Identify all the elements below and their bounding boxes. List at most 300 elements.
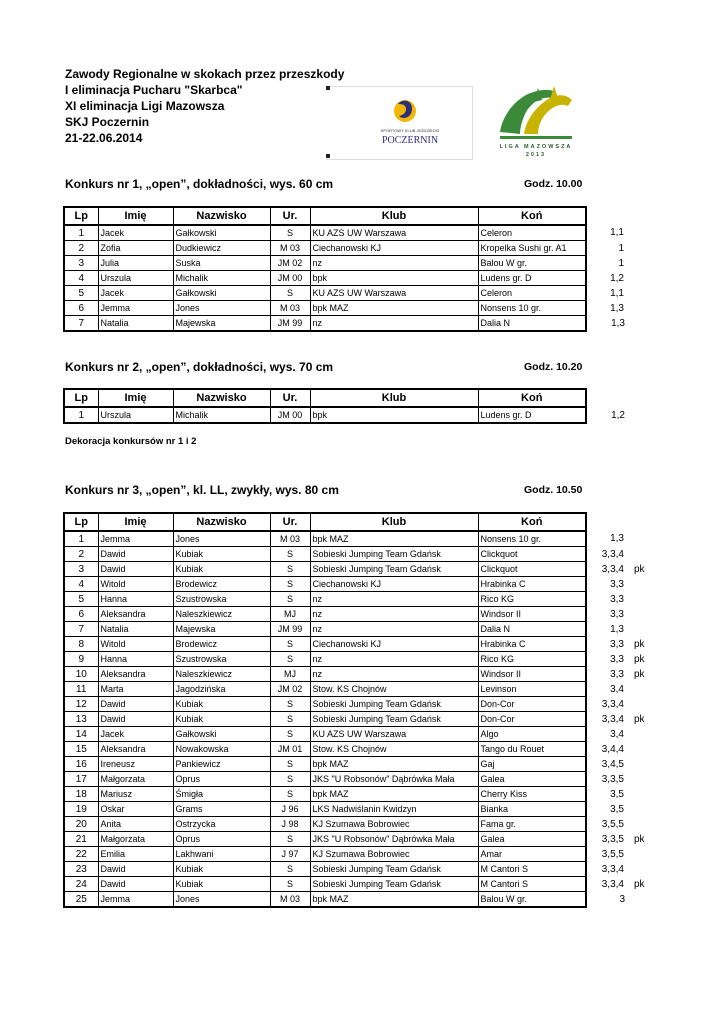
cell-kon: Nonsens 10 gr.: [478, 301, 586, 316]
cell-imie: Dawid: [98, 562, 173, 577]
cell-lp: 5: [64, 286, 98, 301]
cell-imie: Urszula: [98, 407, 173, 423]
cell-imie: Jacek: [98, 727, 173, 742]
cell-imie: Aleksandra: [98, 667, 173, 682]
cell-ur: JM 02: [270, 682, 310, 697]
table-row: [64, 802, 652, 817]
competition-3-time: Godz. 10.50: [524, 484, 583, 496]
cell-lp: 1: [64, 225, 98, 241]
cell-kon: Clickquot: [478, 562, 586, 577]
cell-pts: 3,4,4: [601, 743, 624, 755]
table-header-row: [64, 389, 652, 407]
cell-pk: [626, 772, 652, 787]
competition-2-table: [63, 388, 653, 424]
cell-ur: JM 02: [270, 256, 310, 271]
cell-klub: Sobieski Jumping Team Gdańsk: [310, 712, 478, 727]
cell-imie: Dawid: [98, 877, 173, 892]
cell-nazwisko: Nowakowska: [173, 742, 270, 757]
cell-klub: Sobieski Jumping Team Gdańsk: [310, 547, 478, 562]
cell-klub: nz: [310, 622, 478, 637]
cell-lp: 2: [64, 547, 98, 562]
cell-imie: Dawid: [98, 697, 173, 712]
cell-pk: [626, 407, 652, 423]
cell-lp: 20: [64, 817, 98, 832]
table-header-row: [64, 513, 652, 531]
cell-imie: Małgorzata: [98, 772, 173, 787]
cell-kon: Hrabinka C: [478, 637, 586, 652]
table-row: [64, 667, 652, 682]
cell-imie: Anita: [98, 817, 173, 832]
cell-pts: 3,5: [610, 788, 624, 800]
cell-pk: [626, 592, 652, 607]
column-header-kon: Koń: [478, 207, 586, 225]
cell-pk: [626, 622, 652, 637]
table-row: [64, 577, 652, 592]
cell-imie: Oskar: [98, 802, 173, 817]
cell-ur: S: [270, 877, 310, 892]
column-header-nazwisko: Nazwisko: [173, 389, 270, 407]
table-row: [64, 652, 652, 667]
cell-klub: nz: [310, 316, 478, 332]
liga-logo-year: 2013: [525, 152, 547, 158]
cell-kon: Fama gr.: [478, 817, 586, 832]
cell-imie: Dawid: [98, 712, 173, 727]
cell-klub: JKS "U Robsonów" Dąbrówka Mała: [310, 832, 478, 847]
cell-ur: MJ: [270, 667, 310, 682]
cell-ur: S: [270, 577, 310, 592]
cell-pk: [626, 531, 652, 547]
cell-ur: S: [270, 652, 310, 667]
table-row: [64, 316, 652, 332]
cell-lp: 4: [64, 271, 98, 286]
cell-pk: [626, 271, 652, 286]
cell-lp: 4: [64, 577, 98, 592]
cell-kon: Cherry Kiss: [478, 787, 586, 802]
cell-lp: 23: [64, 862, 98, 877]
cell-pts: 3,5,5: [601, 848, 624, 860]
cell-imie: Witold: [98, 637, 173, 652]
cell-nazwisko: Gałkowski: [173, 286, 270, 301]
event-title: Zawody Regionalne w skokach przez przeszkody: [65, 67, 345, 81]
cell-klub: JKS "U Robsonów" Dąbrówka Mała: [310, 772, 478, 787]
cell-lp: 3: [64, 562, 98, 577]
cell-nazwisko: Brodewicz: [173, 637, 270, 652]
cell-imie: Jacek: [98, 286, 173, 301]
competition-2-time: Godz. 10.20: [524, 361, 583, 373]
cell-nazwisko: Jagodzińska: [173, 682, 270, 697]
cell-pts: 1,2: [610, 272, 624, 284]
cell-klub: Sobieski Jumping Team Gdańsk: [310, 562, 478, 577]
cell-ur: JM 00: [270, 407, 310, 423]
competition-2-title: Konkurs nr 2, „open”, dokładności, wys. 70 cm: [65, 360, 334, 374]
cell-lp: 14: [64, 727, 98, 742]
cell-klub: Sobieski Jumping Team Gdańsk: [310, 862, 478, 877]
cell-lp: 18: [64, 787, 98, 802]
cell-nazwisko: Oprus: [173, 832, 270, 847]
cell-imie: Witold: [98, 577, 173, 592]
table-row: [64, 271, 652, 286]
cell-pk: [626, 757, 652, 772]
cell-lp: 15: [64, 742, 98, 757]
cell-ur: J 97: [270, 847, 310, 862]
cell-klub: KJ Szumawa Bobrowiec: [310, 817, 478, 832]
cell-nazwisko: Kubiak: [173, 697, 270, 712]
cell-klub: Ciechanowski KJ: [310, 637, 478, 652]
cell-kon: Rico KG: [478, 592, 586, 607]
column-header-nazwisko: Nazwisko: [173, 207, 270, 225]
column-header-klub: Klub: [310, 207, 478, 225]
cell-klub: Ciechanowski KJ: [310, 577, 478, 592]
table-row: [64, 286, 652, 301]
cell-kon: M Cantori S: [478, 877, 586, 892]
cell-lp: 22: [64, 847, 98, 862]
cell-pts: 3,3,4: [601, 713, 624, 725]
corner-mark: [326, 86, 330, 90]
cell-kon: M Cantori S: [478, 862, 586, 877]
cell-ur: S: [270, 832, 310, 847]
cell-pts: 1,3: [610, 302, 624, 314]
cell-pts: 1,3: [611, 317, 625, 329]
event-date: 21-22.06.2014: [65, 131, 143, 145]
cell-ur: S: [270, 727, 310, 742]
cell-nazwisko: Jones: [173, 301, 270, 316]
table-row: [64, 225, 652, 241]
cell-pk: [626, 241, 652, 256]
cell-pts: 3,3,5: [601, 833, 624, 845]
cell-imie: Dawid: [98, 547, 173, 562]
cell-pts: 3,3,4: [601, 698, 624, 710]
cell-pk: [626, 256, 652, 271]
column-header-ur: Ur.: [270, 513, 310, 531]
cell-nazwisko: Szustrowska: [173, 652, 270, 667]
cell-pts: 3,3: [610, 653, 624, 665]
cell-ur: S: [270, 286, 310, 301]
cell-lp: 7: [64, 622, 98, 637]
cell-kon: Don-Cor: [478, 697, 586, 712]
cell-ur: S: [270, 697, 310, 712]
column-header-imie: Imię: [98, 513, 173, 531]
cell-pts: 1,2: [611, 409, 625, 421]
cell-ur: S: [270, 712, 310, 727]
decoration-note: Dekoracja konkursów nr 1 i 2: [65, 436, 197, 447]
cell-pk: [626, 547, 652, 562]
cell-imie: Ireneusz: [98, 757, 173, 772]
cell-klub: bpk MAZ: [310, 892, 478, 908]
cell-pts: 1,3: [610, 623, 624, 635]
liga-mazowsza-logo: [494, 82, 576, 160]
table-row: [64, 742, 652, 757]
cell-nazwisko: Michalik: [173, 271, 270, 286]
cell-nazwisko: Grams: [173, 802, 270, 817]
table-row: [64, 787, 652, 802]
cell-imie: Natalia: [98, 622, 173, 637]
cell-klub: KU AZS UW Warszawa: [310, 727, 478, 742]
cell-ur: J 96: [270, 802, 310, 817]
cell-kon: Algo: [478, 727, 586, 742]
cell-nazwisko: Pankiewicz: [173, 757, 270, 772]
cell-pk: [626, 727, 652, 742]
cell-lp: 1: [64, 531, 98, 547]
cell-ur: S: [270, 787, 310, 802]
table-row: [64, 531, 652, 547]
column-header-klub: Klub: [310, 513, 478, 531]
cell-lp: 6: [64, 301, 98, 316]
cell-nazwisko: Jones: [173, 531, 270, 547]
cell-lp: 12: [64, 697, 98, 712]
poczernin-logo-small-text: SPORTOWY KLUB JEŹDZIECKI: [380, 128, 440, 133]
cell-pk: [626, 286, 652, 301]
cell-kon: Clickquot: [478, 547, 586, 562]
cell-imie: Urszula: [98, 271, 173, 286]
cell-pts: 3,3,4: [601, 878, 624, 890]
cell-kon: Balou W gr.: [478, 256, 586, 271]
cell-ur: JM 00: [270, 271, 310, 286]
cell-lp: 13: [64, 712, 98, 727]
cell-pts: 3,3: [610, 578, 624, 590]
cell-kon: Bianka: [478, 802, 586, 817]
cell-kon: Celeron: [478, 286, 586, 301]
column-header-lp: Lp: [64, 389, 98, 407]
cell-imie: Mariusz: [98, 787, 173, 802]
event-subtitle-2: XI eliminacja Ligi Mazowsza: [65, 99, 225, 113]
spacer-cell: [586, 207, 626, 225]
cell-nazwisko: Śmigła: [173, 787, 270, 802]
cell-pk: pk: [634, 638, 645, 650]
cell-klub: KU AZS UW Warszawa: [310, 286, 478, 301]
cell-ur: JM 99: [270, 622, 310, 637]
cell-klub: Sobieski Jumping Team Gdańsk: [310, 697, 478, 712]
cell-kon: Hrabinka C: [478, 577, 586, 592]
cell-imie: Jemma: [98, 301, 173, 316]
cell-pts: 1: [618, 242, 624, 254]
cell-lp: 7: [64, 316, 98, 332]
competition-1-time: Godz. 10.00: [524, 178, 583, 190]
cell-pk: [626, 682, 652, 697]
cell-kon: Dalia N: [478, 316, 586, 332]
cell-ur: M 03: [270, 241, 310, 256]
cell-pk: [626, 301, 652, 316]
table-row: [64, 682, 652, 697]
cell-kon: Windsor II: [478, 667, 586, 682]
column-header-nazwisko: Nazwisko: [173, 513, 270, 531]
cell-lp: 9: [64, 652, 98, 667]
cell-pts: 3,5,5: [601, 818, 624, 830]
cell-nazwisko: Kubiak: [173, 712, 270, 727]
cell-pts: 3,3: [610, 593, 624, 605]
cell-pts: 1,1: [610, 227, 624, 239]
competition-1-title: Konkurs nr 1, „open”, dokładności, wys. 60 cm: [65, 177, 334, 191]
cell-imie: Małgorzata: [98, 832, 173, 847]
cell-klub: nz: [310, 592, 478, 607]
cell-nazwisko: Naleszkiewicz: [173, 667, 270, 682]
cell-ur: S: [270, 637, 310, 652]
column-header-kon: Koń: [478, 513, 586, 531]
cell-lp: 16: [64, 757, 98, 772]
table-row: [64, 592, 652, 607]
column-header-ur: Ur.: [270, 207, 310, 225]
cell-lp: 5: [64, 592, 98, 607]
cell-klub: KU AZS UW Warszawa: [310, 225, 478, 241]
cell-klub: bpk MAZ: [310, 531, 478, 547]
cell-imie: Hanna: [98, 592, 173, 607]
cell-klub: bpk: [310, 407, 478, 423]
cell-imie: Aleksandra: [98, 742, 173, 757]
table-row: [64, 892, 652, 908]
spacer-cell: [626, 207, 652, 225]
cell-nazwisko: Gałkowski: [173, 727, 270, 742]
cell-ur: S: [270, 562, 310, 577]
cell-kon: Nonsens 10 gr.: [478, 531, 586, 547]
cell-pts: 3,3,4: [601, 548, 624, 560]
column-header-imie: Imię: [98, 389, 173, 407]
cell-kon: Dalia N: [478, 622, 586, 637]
event-subtitle-1: I eliminacja Pucharu "Skarbca": [65, 83, 243, 97]
table-row: [64, 241, 652, 256]
cell-imie: Julia: [98, 256, 173, 271]
cell-nazwisko: Michalik: [173, 407, 270, 423]
cell-lp: 21: [64, 832, 98, 847]
cell-ur: S: [270, 772, 310, 787]
cell-pts: 1: [618, 257, 624, 269]
cell-nazwisko: Szustrowska: [173, 592, 270, 607]
table-row: [64, 697, 652, 712]
cell-imie: Hanna: [98, 652, 173, 667]
cell-klub: Stow. KS Chojnów: [310, 742, 478, 757]
cell-klub: KJ Szumawa Bobrowiec: [310, 847, 478, 862]
cell-lp: 25: [64, 892, 98, 908]
poczernin-logo-text: POCZERNIN: [381, 135, 439, 146]
cell-kon: Galea: [478, 832, 586, 847]
cell-imie: Marta: [98, 682, 173, 697]
cell-klub: LKS Nadwiślanin Kwidzyn: [310, 802, 478, 817]
cell-ur: J 98: [270, 817, 310, 832]
cell-kon: Amar: [478, 847, 586, 862]
cell-kon: Galea: [478, 772, 586, 787]
cell-lp: 19: [64, 802, 98, 817]
table-row: [64, 817, 652, 832]
cell-pts: 3,3,4: [601, 863, 624, 875]
cell-pts: 1,3: [610, 533, 624, 545]
cell-lp: 6: [64, 607, 98, 622]
cell-nazwisko: Oprus: [173, 772, 270, 787]
cell-kon: Ludens gr. D: [478, 407, 586, 423]
cell-pk: [626, 862, 652, 877]
cell-lp: 10: [64, 667, 98, 682]
column-header-kon: Koń: [478, 389, 586, 407]
cell-imie: Jemma: [98, 892, 173, 908]
event-header: [65, 66, 344, 146]
cell-imie: Emilia: [98, 847, 173, 862]
cell-pts: 3,3,4: [601, 563, 624, 575]
cell-ur: S: [270, 862, 310, 877]
cell-pts: 1,1: [610, 287, 624, 299]
cell-nazwisko: Kubiak: [173, 862, 270, 877]
corner-mark: [326, 154, 330, 158]
cell-nazwisko: Kubiak: [173, 877, 270, 892]
competition-3-table: [63, 512, 653, 908]
column-header-lp: Lp: [64, 207, 98, 225]
cell-pts: 3,3: [610, 668, 624, 680]
cell-kon: Levinson: [478, 682, 586, 697]
cell-nazwisko: Kubiak: [173, 547, 270, 562]
cell-lp: 3: [64, 256, 98, 271]
cell-lp: 24: [64, 877, 98, 892]
cell-nazwisko: Naleszkiewicz: [173, 607, 270, 622]
cell-pk: [626, 577, 652, 592]
cell-ur: S: [270, 225, 310, 241]
cell-pk: [626, 225, 652, 241]
table-row: [64, 772, 652, 787]
cell-nazwisko: Majewska: [173, 316, 270, 332]
table-row: [64, 407, 652, 423]
table-row: [64, 862, 652, 877]
cell-klub: Ciechanowski KJ: [310, 241, 478, 256]
competition-1-table: [63, 206, 653, 332]
cell-pk: [626, 742, 652, 757]
cell-lp: 17: [64, 772, 98, 787]
cell-klub: Sobieski Jumping Team Gdańsk: [310, 877, 478, 892]
cell-kon: Windsor II: [478, 607, 586, 622]
cell-imie: Natalia: [98, 316, 173, 332]
cell-nazwisko: Brodewicz: [173, 577, 270, 592]
cell-pts: 3,5: [610, 803, 624, 815]
cell-klub: bpk: [310, 271, 478, 286]
cell-ur: M 03: [270, 531, 310, 547]
cell-pts: 3,4,5: [601, 758, 624, 770]
table-row: [64, 637, 652, 652]
cell-ur: JM 01: [270, 742, 310, 757]
cell-pk: [626, 316, 652, 332]
cell-pk: [626, 697, 652, 712]
cell-ur: M 03: [270, 892, 310, 908]
cell-lp: 11: [64, 682, 98, 697]
cell-pts: 3: [619, 893, 625, 905]
cell-kon: Celeron: [478, 225, 586, 241]
cell-nazwisko: Kubiak: [173, 562, 270, 577]
cell-pk: pk: [634, 713, 645, 725]
cell-imie: Jacek: [98, 225, 173, 241]
spacer-cell: [626, 389, 652, 407]
table-row: [64, 757, 652, 772]
cell-imie: Zofia: [98, 241, 173, 256]
cell-nazwisko: Jones: [173, 892, 270, 908]
cell-klub: bpk MAZ: [310, 301, 478, 316]
cell-pk: [626, 892, 652, 908]
cell-kon: Rico KG: [478, 652, 586, 667]
cell-nazwisko: Dudkiewicz: [173, 241, 270, 256]
cell-nazwisko: Suska: [173, 256, 270, 271]
cell-klub: bpk MAZ: [310, 787, 478, 802]
column-header-klub: Klub: [310, 389, 478, 407]
cell-ur: M 03: [270, 301, 310, 316]
cell-kon: Gaj: [478, 757, 586, 772]
table-header-row: [64, 207, 652, 225]
table-row: [64, 832, 652, 847]
cell-nazwisko: Lakhwani: [173, 847, 270, 862]
spacer-cell: [586, 389, 626, 407]
table-row: [64, 607, 652, 622]
liga-logo-text: LIGA MAZOWSZA: [499, 144, 573, 150]
cell-nazwisko: Ostrzycka: [173, 817, 270, 832]
cell-lp: 1: [64, 407, 98, 423]
cell-imie: Jemma: [98, 531, 173, 547]
table-row: [64, 847, 652, 862]
cell-pk: [626, 847, 652, 862]
cell-pk: [626, 607, 652, 622]
cell-klub: nz: [310, 607, 478, 622]
table-row: [64, 712, 652, 727]
cell-pts: 3,3: [610, 638, 624, 650]
